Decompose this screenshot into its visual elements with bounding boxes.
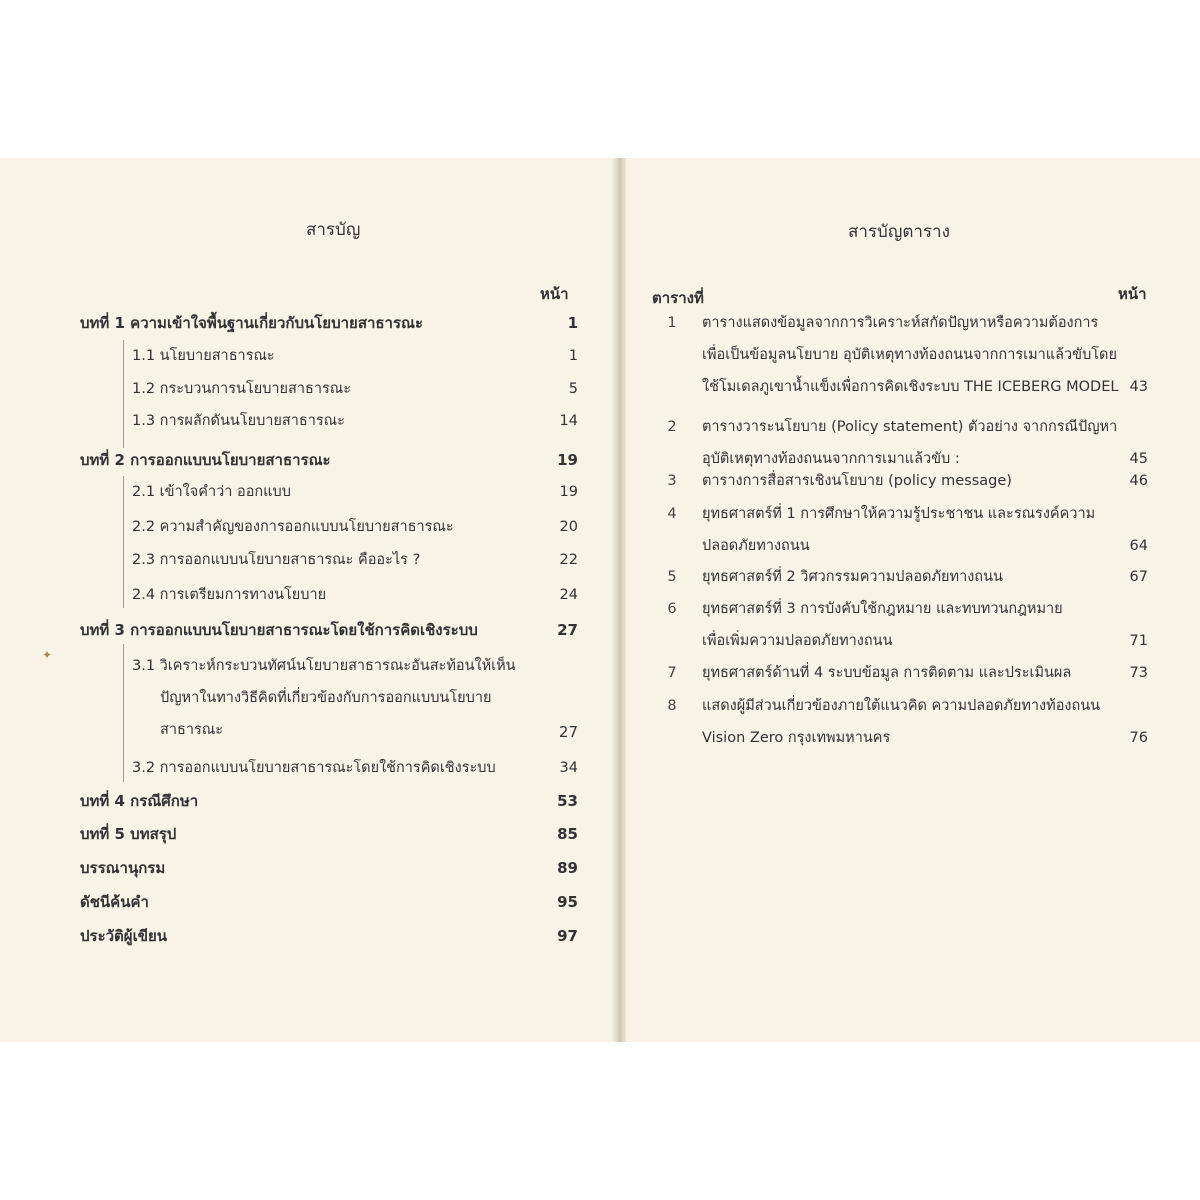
toc-entry [160,685,578,711]
toc-entry [132,376,578,402]
toc-entry-page: 85 [557,825,578,843]
table-page: 71 [1129,633,1148,649]
right-page [626,158,1200,1042]
table-caption-line: ตารางวาระนโยบาย (Policy statement) ตัวอย่าง จากกรณีปัญหา [702,419,1118,435]
table-number: 7 [667,665,677,681]
left-page [0,158,612,1042]
table-caption-line: Vision Zero กรุงเทพมหานคร [702,730,891,746]
toc-entry [80,447,578,473]
toc-entry-text: บทที่ 2 การออกแบบนโยบายสาธารณะ [80,451,331,469]
table-caption-line: ยุทธศาสตร์ที่ 1 การศึกษาให้ความรู้ประชาชน และรณรงค์ความ [702,506,1096,522]
toc-entry [80,855,578,881]
table-number: 8 [667,698,677,714]
toc-entry [132,408,578,434]
toc-entry-text: 1.3 การผลักดันนโยบายสาธารณะ [132,413,345,429]
toc-entry-text: 2.3 การออกแบบนโยบายสาธารณะ คืออะไร ? [132,552,421,568]
toc-entry [132,343,578,369]
toc-entry [80,923,578,949]
toc-entry-text: บรรณานุกรม [80,859,166,877]
table-number: 3 [667,473,677,489]
table-page: 64 [1129,538,1148,554]
toc-entry [132,653,578,679]
table-caption-line: อุบัติเหตุทางท้องถนนจากการเมาแล้วขับ : [702,451,960,467]
table-caption-line: ตารางการสื่อสารเชิงนโยบาย (policy message) [702,473,1012,489]
toc-entry-page: 34 [559,760,578,776]
toc-entry-page: 27 [557,621,578,639]
toc-entry-page: 5 [568,381,578,397]
toc-entry-text: บทที่ 5 บทสรุป [80,825,177,843]
toc-entry [80,617,578,643]
toc-entry-page: 1 [568,348,578,364]
table-page: 67 [1129,569,1148,585]
table-caption-line: ยุทธศาสตร์ด้านที่ 4 ระบบข้อมูล การติดตาม และประเมินผล [702,665,1072,681]
toc-entry-text: ประวัติผู้เขียน [80,927,168,945]
toc-entry [132,755,578,781]
table-number: 1 [667,315,677,331]
table-page: 76 [1129,730,1148,746]
table-number: 4 [667,506,677,522]
toc-entry [80,889,578,915]
table-number-header: ตารางที่ [652,289,704,307]
toc-entry-page: 53 [557,792,578,810]
page-column-header: หน้า [540,285,569,303]
toc-entry-text: 3.1 วิเคราะห์กระบวนทัศน์นโยบายสาธารณะอันสะท้อนให้เห็น [132,658,516,674]
toc-entry [132,719,578,745]
book-spread [0,158,1200,1042]
table-list-title: สารบัญตาราง [848,222,950,242]
table-caption-line: เพื่อเพิ่มความปลอดภัยทางถนน [702,633,893,649]
toc-entry [80,821,578,847]
toc-entry-page: 20 [559,519,578,535]
toc-entry-page: 89 [557,859,578,877]
chapter-2-bracket [123,476,124,608]
toc-entry-text: 1.2 กระบวนการนโยบายสาธารณะ [132,381,352,397]
toc-entry-text: บทที่ 3 การออกแบบนโยบายสาธารณะโดยใช้การคิดเชิงระบบ [80,621,478,639]
toc-entry-text: ดัชนีค้นคำ [80,893,149,911]
toc-entry-text: 3.2 การออกแบบนโยบายสาธารณะโดยใช้การคิดเชิงระบบ [132,760,496,776]
toc-entry-page: 19 [559,484,578,500]
toc-entry [132,547,578,573]
table-page: 45 [1129,451,1148,467]
toc-entry-text: 1.1 นโยบายสาธารณะ [132,348,275,364]
toc-entry [132,479,578,505]
toc-entry-page: 95 [557,893,578,911]
table-number: 6 [667,601,677,617]
toc-entry-text: ปัญหาในทางวิธีคิดที่เกี่ยวข้องกับการออกแบบนโยบาย [160,690,492,706]
table-caption-line: ยุทธศาสตร์ที่ 2 วิศวกรรมความปลอดภัยทางถนน [702,569,1003,585]
toc-entry-text: บทที่ 4 กรณีศึกษา [80,792,199,810]
toc-entry [80,310,578,336]
toc-entry-page: 22 [559,552,578,568]
toc-entry-page: 14 [559,413,578,429]
table-caption-line: ปลอดภัยทางถนน [702,538,810,554]
toc-entry-text: บทที่ 1 ความเข้าใจพื้นฐานเกี่ยวกับนโยบายสาธารณะ [80,314,424,332]
table-number: 2 [667,419,677,435]
table-caption-line: แสดงผู้มีส่วนเกี่ยวข้องภายใต้แนวคิด ความปลอดภัยทางท้องถนน [702,698,1101,714]
toc-entry-text: 2.4 การเตรียมการทางนโยบาย [132,587,327,603]
toc-entry-page: 27 [558,723,578,741]
table-caption-line: ใช้โมเดลภูเขาน้ำแข็งเพื่อการคิดเชิงระบบ THE ICEBERG MODEL [702,379,1119,395]
table-page: 43 [1129,379,1148,395]
table-page-header: หน้า [1118,285,1147,303]
page-smudge: ✦ [42,648,53,662]
chapter-1-bracket [123,340,124,448]
toc-entry-page: 24 [559,587,578,603]
toc-entry-text: 2.1 เข้าใจคำว่า ออกแบบ [132,484,291,500]
table-caption-line: ตารางแสดงข้อมูลจากการวิเคราะห์สกัดปัญหาหรือความต้องการ [702,315,1099,331]
toc-title: สารบัญ [306,220,361,240]
chapter-3-bracket [123,644,124,782]
table-page: 46 [1129,473,1148,489]
toc-entry [80,788,578,814]
toc-entry-page: 97 [557,927,578,945]
table-caption-line: เพื่อเป็นข้อมูลนโยบาย อุบัติเหตุทางท้องถนนจากการเมาแล้วขับโดย [702,347,1117,363]
toc-entry [132,514,578,540]
toc-entry-page: 19 [557,451,578,469]
toc-entry-page: 1 [567,314,578,332]
toc-entry-text: 2.2 ความสำคัญของการออกแบบนโยบายสาธารณะ [132,519,454,535]
table-page: 73 [1129,665,1148,681]
toc-entry-text: สาธารณะ [160,722,224,738]
table-number: 5 [667,569,677,585]
toc-entry [132,582,578,608]
book-gutter [612,158,626,1042]
table-caption-line: ยุทธศาสตร์ที่ 3 การบังคับใช้กฎหมาย และทบทวนกฎหมาย [702,601,1063,617]
